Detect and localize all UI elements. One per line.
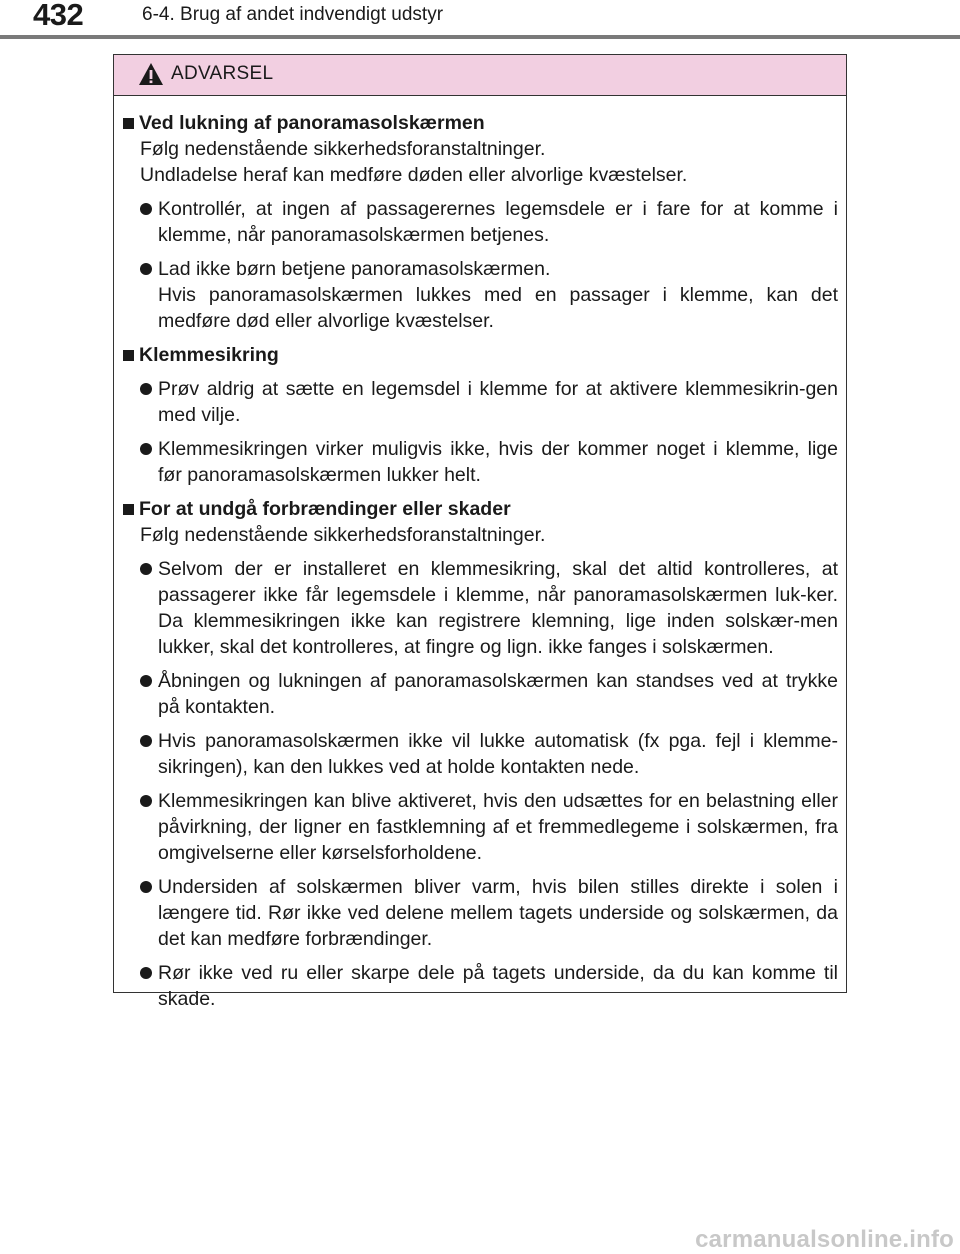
bullet-text <box>158 196 838 248</box>
bullet-text-line: Lad ikke børn betjene panoramasolskærmen. <box>158 258 551 280</box>
section-heading-text: Klemmesikring <box>139 344 279 366</box>
bullet-text-line: Hvis panoramasolskærmen ikke vil lukke automatisk (fx pga. fejl i klemme-sikringen), kan den lukkes ved at holde kontakten nede. <box>158 730 838 778</box>
round-bullet-icon <box>140 795 152 807</box>
bullet-item <box>140 436 838 488</box>
round-bullet-icon <box>140 967 152 979</box>
section-heading <box>123 110 838 136</box>
section-heading-text: Ved lukning af panoramasolskærmen <box>139 112 485 134</box>
header-rule <box>0 35 960 39</box>
round-bullet-icon <box>140 675 152 687</box>
bullet-text-line: Prøv aldrig at sætte en legemsdel i klemme for at aktivere klemmesikrin-gen med vilje. <box>158 378 838 426</box>
bullet-item <box>140 728 838 780</box>
bullet-text-line: Hvis panoramasolskærmen lukkes med en passager i klemme, kan det medføre død eller alvorlige kvæstelser. <box>158 284 838 332</box>
warning-section <box>123 110 838 334</box>
bullet-item <box>140 556 838 660</box>
bullet-text <box>158 256 838 334</box>
round-bullet-icon <box>140 881 152 893</box>
bullet-text-line: Åbningen og lukningen af panoramasolskærmen kan standses ved at trykke på kontakten. <box>158 670 838 718</box>
round-bullet-icon <box>140 443 152 455</box>
square-bullet-icon <box>123 118 134 129</box>
warning-section <box>123 342 838 488</box>
bullet-text <box>158 668 838 720</box>
warning-triangle-icon <box>138 62 164 86</box>
bullet-item <box>140 376 838 428</box>
bullet-item <box>140 196 838 248</box>
bullet-text-line: Klemmesikringen kan blive aktiveret, hvis den udsættes for en belastning eller påvirkning, der ligner en fastklemning af et fremmedlegeme i solskærmen, fra omgivelserne eller kørselsforholdene. <box>158 790 838 864</box>
section-title: 6-4. Brug af andet indvendigt udstyr <box>142 4 444 25</box>
bullet-text <box>158 728 838 780</box>
bullet-text <box>158 960 838 1012</box>
round-bullet-icon <box>140 203 152 215</box>
warning-label: ADVARSEL <box>171 63 274 84</box>
bullet-item <box>140 960 838 1012</box>
bullet-text <box>158 556 838 660</box>
section-heading-text: For at undgå forbrændinger eller skader <box>139 498 511 520</box>
warning-box <box>113 54 847 1010</box>
warning-section <box>123 496 838 1012</box>
bullet-text-line: Selvom der er installeret en klemmesikring, skal det altid kontrolleres, at passagerer ikke får legemsdele i klemme, når panoramasolskærmen luk-ker. Da klemmesikringen ikke kan registrere klemning, lige inden solskær-men lukker, skal det kontrolleres, at fingre og lign. ikke fanges i solskærmen. <box>158 558 838 658</box>
round-bullet-icon <box>140 735 152 747</box>
bullet-item <box>140 874 838 952</box>
bullet-text-line: Undersiden af solskærmen bliver varm, hvis bilen stilles direkte i solen i længere tid. Rør ikke ved delene mellem tagets underside og solskærmen, da det kan medføre forbrændinger. <box>158 876 838 950</box>
page-number: 432 <box>33 0 84 32</box>
bullet-text <box>158 436 838 488</box>
section-heading <box>123 496 838 522</box>
round-bullet-icon <box>140 563 152 575</box>
bullet-text <box>158 788 838 866</box>
section-intro-line: Undladelse heraf kan medføre døden eller alvorlige kvæstelser. <box>140 164 688 186</box>
watermark: carmanualsonline.info <box>695 1226 954 1253</box>
bullet-item <box>140 668 838 720</box>
round-bullet-icon <box>140 383 152 395</box>
square-bullet-icon <box>123 504 134 515</box>
bullet-text <box>158 874 838 952</box>
square-bullet-icon <box>123 350 134 361</box>
warning-header <box>114 55 846 96</box>
bullet-text-line: Kontrollér, at ingen af passagerernes legemsdele er i fare for at komme i klemme, når panoramasolskærmen betjenes. <box>158 198 838 246</box>
round-bullet-icon <box>140 263 152 275</box>
bullet-text-line: Rør ikke ved ru eller skarpe dele på tagets underside, da du kan komme til skade. <box>158 962 838 1010</box>
warning-body <box>114 96 846 1012</box>
bullet-item <box>140 788 838 866</box>
section-intro-line: Følg nedenstående sikkerhedsforanstaltninger. <box>140 138 546 160</box>
bullet-text-line: Klemmesikringen virker muligvis ikke, hvis der kommer noget i klemme, lige før panoramasolskærmen lukker helt. <box>158 438 838 486</box>
section-intro-line: Følg nedenstående sikkerhedsforanstaltninger. <box>140 524 546 546</box>
bullet-item <box>140 256 838 334</box>
bullet-text <box>158 376 838 428</box>
section-heading <box>123 342 838 368</box>
